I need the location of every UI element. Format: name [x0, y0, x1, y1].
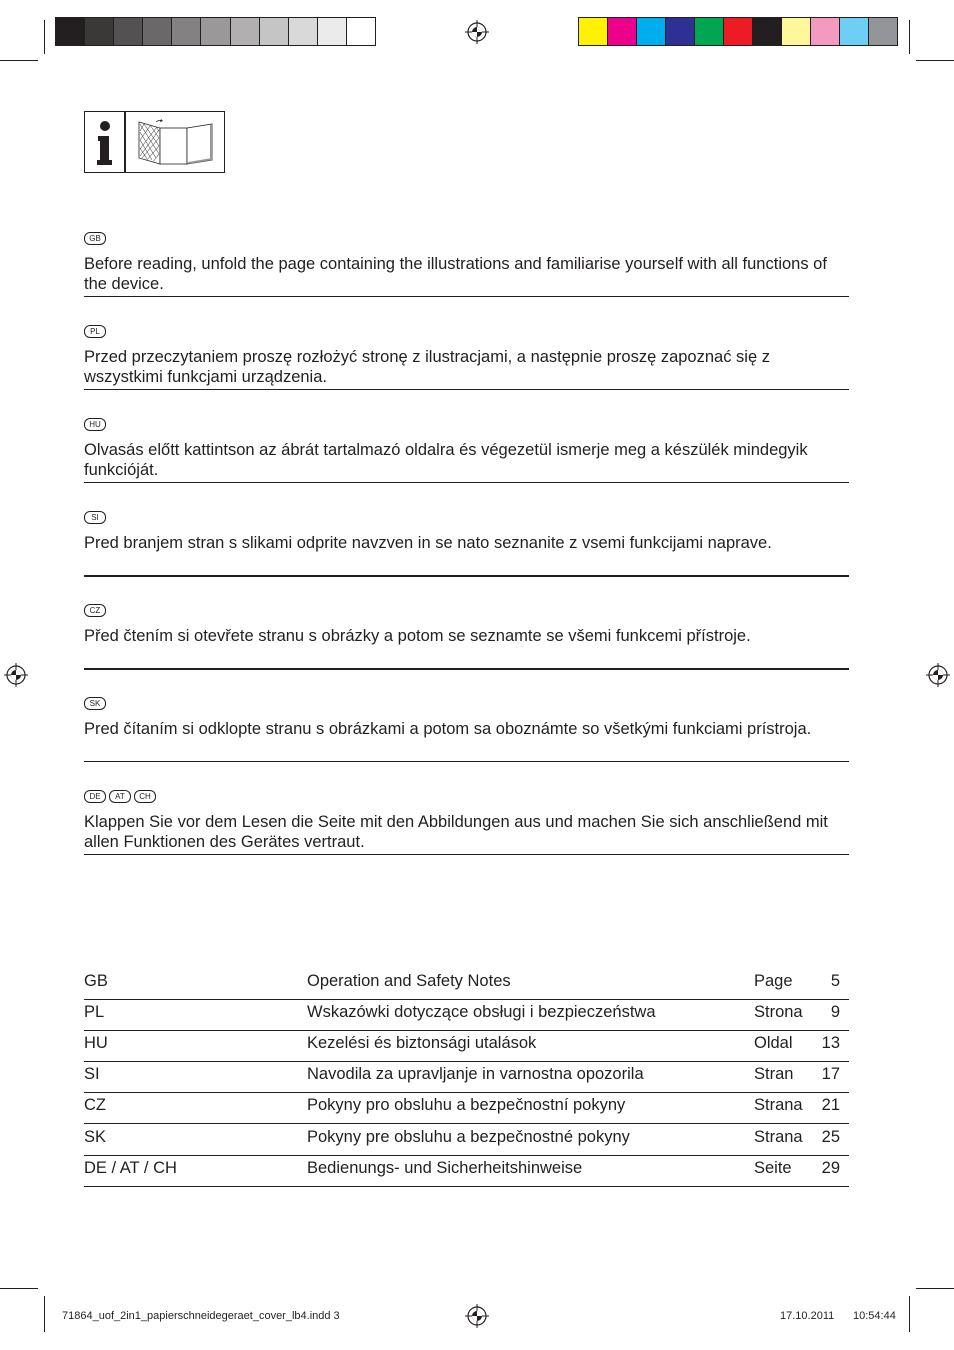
color-swatch — [85, 18, 114, 45]
toc-section-title: Kezelési és biztonsági utalások — [307, 1034, 537, 1052]
registration-mark-icon — [465, 1304, 489, 1328]
language-badge: HU — [84, 418, 106, 431]
language-badges — [84, 511, 849, 524]
crop-mark — [0, 60, 38, 61]
info-icon — [84, 111, 125, 173]
color-swatch — [666, 18, 695, 45]
color-swatch — [347, 18, 375, 45]
toc-language-code: HU — [84, 1034, 108, 1052]
language-note — [84, 511, 849, 553]
color-swatch — [260, 18, 289, 45]
crop-mark — [44, 1296, 45, 1332]
table-row — [84, 1155, 849, 1187]
section-divider — [84, 482, 849, 483]
color-swatch — [753, 18, 782, 45]
color-swatch — [231, 18, 260, 45]
color-swatch — [579, 18, 608, 45]
toc-language-code: CZ — [84, 1096, 106, 1114]
crop-mark — [909, 20, 910, 54]
section-divider — [84, 389, 849, 390]
language-note — [84, 697, 849, 739]
color-swatch — [782, 18, 811, 45]
color-swatch — [869, 18, 897, 45]
toc-page-word: Oldal — [754, 1034, 793, 1052]
section-divider — [84, 854, 849, 855]
language-badges — [84, 232, 849, 245]
color-swatch — [318, 18, 347, 45]
language-note — [84, 232, 849, 294]
toc-language-code: GB — [84, 972, 108, 990]
language-badge: CH — [134, 790, 156, 803]
language-badge: AT — [109, 790, 131, 803]
section-divider — [84, 575, 849, 577]
toc-section-title: Operation and Safety Notes — [307, 972, 511, 990]
toc-page-number: 21 — [821, 1096, 840, 1114]
table-row — [84, 1124, 849, 1156]
color-swatch — [608, 18, 637, 45]
footer-date: 17.10.2011 — [780, 1310, 835, 1322]
color-swatch — [289, 18, 318, 45]
language-badges — [84, 697, 849, 710]
language-badges — [84, 790, 849, 803]
language-note — [84, 418, 849, 480]
toc-section-title: Wskazówki dotyczące obsługi i bezpieczeństwa — [307, 1003, 656, 1021]
toc-language-code: DE / AT / CH — [84, 1159, 177, 1177]
toc-page-word: Stran — [754, 1065, 794, 1083]
section-divider — [84, 668, 849, 670]
crop-mark — [916, 60, 954, 61]
toc-language-code: SI — [84, 1065, 100, 1083]
crop-mark — [44, 20, 45, 54]
color-swatch — [724, 18, 753, 45]
language-note — [84, 604, 849, 646]
color-swatch — [143, 18, 172, 45]
color-swatch — [811, 18, 840, 45]
toc-language-code: SK — [84, 1128, 107, 1146]
language-badges — [84, 325, 849, 338]
toc-language-code: PL — [84, 1003, 105, 1021]
process-color-bar — [578, 17, 898, 46]
toc-page-word: Seite — [754, 1159, 792, 1177]
note-text: Przed przeczytaniem proszę rozłożyć stronę z ilustracjami, a następnie proszę zapoznać się z wszystkimi funkcjami urządzenia. — [84, 348, 770, 386]
language-badges — [84, 604, 849, 617]
toc-page-number: 5 — [830, 972, 840, 990]
language-note — [84, 325, 849, 387]
table-row — [84, 1030, 849, 1062]
note-text: Before reading, unfold the page containing the illustrations and familiarise yourself with all functions of the device. — [84, 255, 827, 293]
color-swatch — [56, 18, 85, 45]
toc-section-title: Pokyny pre obsluhu a bezpečnostné pokyny — [307, 1128, 630, 1146]
grayscale-color-bar — [55, 17, 376, 46]
crop-mark — [0, 1288, 38, 1289]
language-note — [84, 790, 849, 852]
language-badge: CZ — [84, 604, 106, 617]
toc-section-title: Bedienungs- und Sicherheitshinweise — [307, 1159, 583, 1177]
color-swatch — [695, 18, 724, 45]
toc-page-word: Page — [754, 972, 793, 990]
language-badge: SK — [84, 697, 106, 710]
note-text: Pred branjem stran s slikami odprite navzven in se nato seznanite z vsemi funkcijami naprave. — [84, 534, 772, 552]
section-divider — [84, 296, 849, 297]
language-badge: PL — [84, 325, 106, 338]
crop-mark — [909, 1296, 910, 1332]
toc-page-word: Strana — [754, 1128, 803, 1146]
note-text: Klappen Sie vor dem Lesen die Seite mit den Abbildungen aus und machen Sie sich anschließend mit allen Funktionen des Gerätes vertraut. — [84, 813, 828, 851]
section-divider — [84, 761, 849, 762]
footer-filename: 71864_uof_2in1_papierschneidegeraet_cover_lb4.indd 3 — [62, 1310, 340, 1322]
registration-mark-icon — [4, 663, 28, 687]
color-swatch — [172, 18, 201, 45]
table-row — [84, 1061, 849, 1093]
color-swatch — [114, 18, 143, 45]
unfold-page-icon — [125, 111, 225, 173]
toc-page-word: Strona — [754, 1003, 803, 1021]
table-row — [84, 999, 849, 1031]
note-text: Před čtením si otevřete stranu s obrázky a potom se seznamte se všemi funkcemi přístroje. — [84, 627, 751, 645]
registration-mark-icon — [465, 20, 489, 44]
table-row — [84, 968, 849, 1000]
registration-mark-icon — [926, 663, 950, 687]
color-swatch — [840, 18, 869, 45]
toc-page-word: Strana — [754, 1096, 803, 1114]
footer-time: 10:54:44 — [853, 1310, 896, 1322]
language-badge: GB — [84, 232, 106, 245]
toc-page-number: 9 — [830, 1003, 840, 1021]
table-row — [84, 1092, 849, 1124]
toc-page-number: 17 — [821, 1065, 840, 1083]
language-badges — [84, 418, 849, 431]
language-badge: DE — [84, 790, 106, 803]
toc-page-number: 13 — [821, 1034, 840, 1052]
toc-section-title: Pokyny pro obsluhu a bezpečnostní pokyny — [307, 1096, 626, 1114]
note-text: Olvasás előtt kattintson az ábrát tartalmazó oldalra és végezetül ismerje meg a készülék mindegyik funkcióját. — [84, 441, 808, 479]
toc-section-title: Navodila za upravljanje in varnostna opozorila — [307, 1065, 644, 1083]
color-swatch — [201, 18, 230, 45]
note-text: Pred čítaním si odklopte stranu s obrázkami a potom sa oboznámte so všetkými funkciami prístroja. — [84, 720, 812, 738]
color-swatch — [637, 18, 666, 45]
language-badge: SI — [84, 511, 106, 524]
toc-page-number: 25 — [821, 1128, 840, 1146]
crop-mark — [916, 1288, 954, 1289]
toc-page-number: 29 — [821, 1159, 840, 1177]
